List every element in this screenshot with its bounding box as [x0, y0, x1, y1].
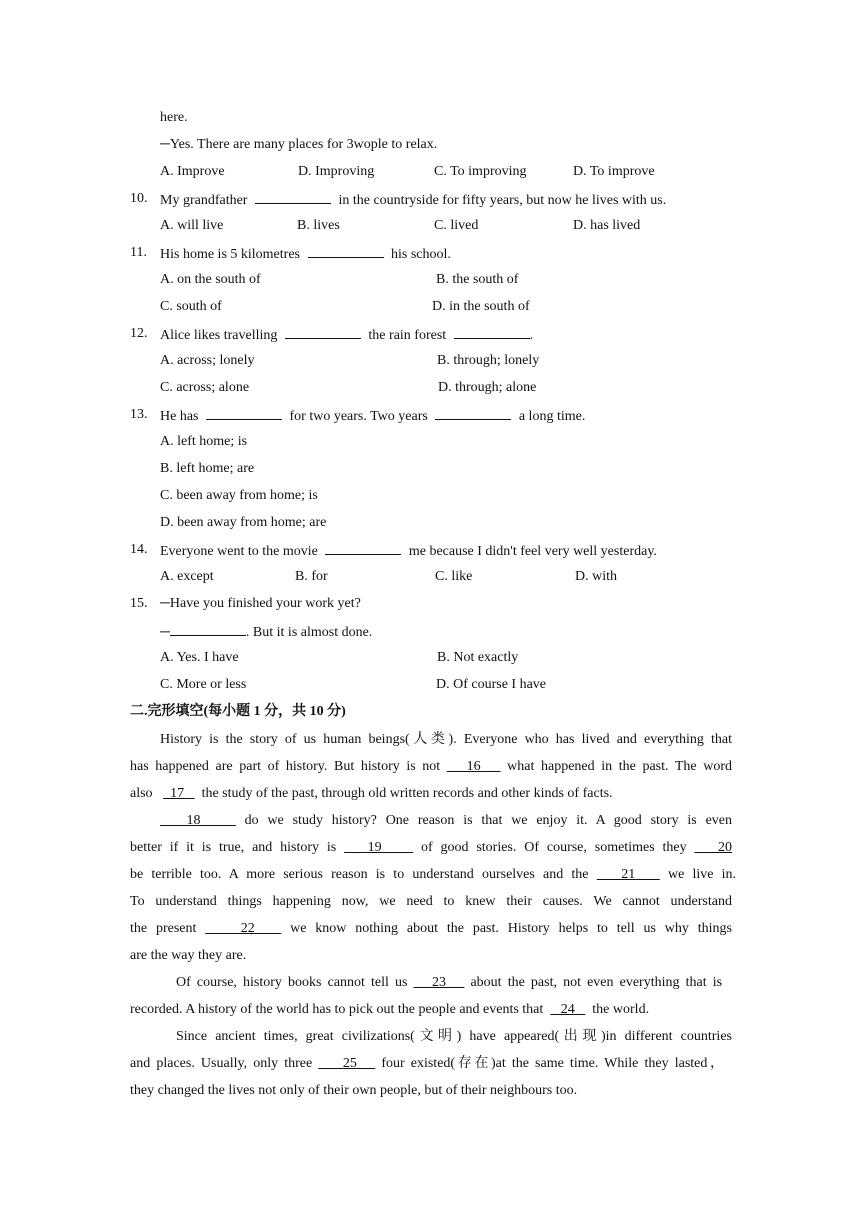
q10-stem — [160, 190, 666, 210]
q11-stem — [160, 244, 451, 264]
q15-option-a: A. Yes. I have — [160, 650, 239, 665]
passage-text: we live in. — [667, 867, 737, 882]
passage-text: the present — [130, 921, 197, 936]
q15-line1: ─Have you finished your work yet? — [160, 596, 361, 611]
q15-option-d: D. Of course I have — [436, 677, 547, 692]
passage-p1-line1: History is the story of us human beings(人类). Everyone who has lived and everything that — [160, 732, 732, 747]
cloze-blank-17 — [163, 786, 195, 801]
q14-option-c: C. like — [435, 569, 473, 584]
passage-p2-line6: are the way they are. — [130, 948, 247, 963]
passage-text: about the past, not even everything that is — [470, 975, 723, 990]
q10-stem-post: in the countryside for fifty years, but now he lives with us. — [338, 193, 667, 208]
passage-p2-line5 — [130, 920, 732, 938]
passage-p2-line4: To understand things happening now, we need to knew their causes. We cannot understand — [130, 894, 732, 909]
q15-option-c: C. More or less — [160, 677, 247, 692]
passage-text: and places. Usually, only three — [130, 1056, 313, 1071]
cloze-blank-25 — [318, 1056, 375, 1071]
q14-answer-blank — [325, 541, 401, 555]
q12-option-c: C. across; alone — [160, 380, 250, 395]
q10-option-d: D. has lived — [573, 218, 641, 233]
q14-option-d: D. with — [575, 569, 617, 584]
q15-answer-blank — [170, 622, 246, 636]
q13-answer-blank-1 — [206, 406, 282, 420]
cloze-blank-19-number: 19 — [367, 840, 382, 855]
cloze-blank-24 — [550, 1002, 585, 1017]
q12-stem — [160, 325, 533, 345]
passage-text: of good stories. Of course, sometimes they — [420, 840, 687, 855]
q11-option-d: D. in the south of — [432, 299, 530, 314]
passage-p4-line1: Since ancient times, great civilizations(文明) have appeared(出现)in different countries — [176, 1029, 732, 1044]
q15-line2-dash: ─ — [160, 625, 170, 640]
q12-number: 12. — [130, 326, 148, 341]
passage-text: Of course, history books cannot tell us — [176, 975, 408, 990]
q11-stem-pre: His home is 5 kilometres — [160, 247, 300, 262]
passage-p1-line3 — [130, 785, 613, 803]
cloze-blank-25-number: 25 — [342, 1056, 357, 1071]
q10-number: 10. — [130, 191, 148, 206]
q11-option-a: A. on the south of — [160, 272, 261, 287]
q15-line2 — [160, 622, 372, 642]
cloze-blank-23 — [414, 975, 465, 990]
q14-stem-post: me because I didn't feel very well yesterday. — [408, 544, 657, 559]
passage-text: be terrible too. A more serious reason is to understand ourselves and the — [130, 867, 589, 882]
q13-option-d: D. been away from home; are — [160, 515, 327, 530]
cloze-blank-18-number: 18 — [186, 813, 201, 828]
passage-text: the world. — [592, 1002, 650, 1017]
cloze-blank-24-number: 24 — [560, 1002, 575, 1017]
q11-number: 11. — [130, 245, 147, 260]
passage-p2-line1 — [160, 812, 732, 830]
q12-answer-blank-1 — [285, 325, 361, 339]
q9-option-d: D. To improve — [573, 164, 655, 179]
passage-p2-line2 — [130, 839, 732, 857]
q15-number: 15. — [130, 596, 148, 611]
q9-option-c: C. To improving — [434, 164, 527, 179]
passage-text: we know nothing about the past. History helps to tell us why things — [290, 921, 733, 936]
q12-answer-blank-2 — [454, 325, 530, 339]
q14-stem-pre: Everyone went to the movie — [160, 544, 318, 559]
cloze-blank-21-number: 21 — [621, 867, 636, 882]
q13-number: 13. — [130, 407, 148, 422]
passage-text: the study of the past, through old written records and other kinds of facts. — [201, 786, 613, 801]
passage-p3-line1 — [176, 974, 722, 992]
q13-answer-blank-2 — [435, 406, 511, 420]
passage-text: do we study history? One reason is that we enjoy it. A good story is even — [244, 813, 733, 828]
q11-option-b: B. the south of — [436, 272, 519, 287]
q12-stem-post: . — [529, 328, 534, 343]
q11-option-c: C. south of — [160, 299, 222, 314]
q9-text-line1: here. — [160, 110, 188, 125]
q13-stem-pre: He has — [160, 409, 199, 424]
q13-option-c: C. been away from home; is — [160, 488, 318, 503]
passage-text: better if it is true, and history is — [130, 840, 337, 855]
passage-p1-line2 — [130, 758, 732, 776]
q14-option-a: A. except — [160, 569, 214, 584]
cloze-blank-20-number: 20 — [718, 840, 733, 855]
q15-option-b: B. Not exactly — [437, 650, 519, 665]
q12-stem-pre: Alice likes travelling — [160, 328, 278, 343]
q10-option-a: A. will live — [160, 218, 224, 233]
passage-text: recorded. A history of the world has to pick out the people and events that — [130, 1002, 544, 1017]
q9-text-line2: ─Yes. There are many places for 3wople to relax. — [160, 137, 438, 152]
passage-text: has happened are part of history. But history is not — [130, 759, 441, 774]
q13-option-a: A. left home; is — [160, 434, 248, 449]
q10-answer-blank — [255, 190, 331, 204]
q14-stem — [160, 541, 657, 561]
q14-option-b: B. for — [295, 569, 328, 584]
q11-answer-blank — [308, 244, 384, 258]
q12-option-d: D. through; alone — [438, 380, 537, 395]
passage-text: four existed(存在)at the same time. While they lasted， — [381, 1056, 725, 1071]
cloze-blank-17-number: 17 — [170, 786, 185, 801]
cloze-blank-18 — [160, 813, 236, 828]
q9-option-b: D. Improving — [298, 164, 375, 179]
passage-p2-line3 — [130, 866, 736, 884]
section-heading-cloze: 二.完形填空(每小题 1 分，共 10 分) — [130, 704, 346, 719]
q13-stem-post: a long time. — [518, 409, 586, 424]
q13-option-b: B. left home; are — [160, 461, 255, 476]
passage-text: what happened in the past. The word — [507, 759, 733, 774]
q10-stem-pre: My grandfather — [160, 193, 248, 208]
q10-option-b: B. lives — [297, 218, 340, 233]
q12-option-a: A. across; lonely — [160, 353, 255, 368]
q12-stem-mid: the rain forest — [368, 328, 447, 343]
cloze-blank-16 — [447, 759, 501, 774]
passage-p4-line2 — [130, 1055, 724, 1073]
q10-option-c: C. lived — [434, 218, 479, 233]
q12-option-b: B. through; lonely — [437, 353, 540, 368]
q11-stem-post: his school. — [391, 247, 451, 262]
q13-stem-mid: for two years. Two years — [289, 409, 428, 424]
passage-text: also — [130, 786, 153, 801]
cloze-blank-22-number: 22 — [240, 921, 255, 936]
cloze-blank-19 — [344, 840, 413, 855]
cloze-blank-16-number: 16 — [466, 759, 481, 774]
cloze-blank-21 — [597, 867, 660, 882]
cloze-blank-20 — [694, 840, 732, 855]
q14-number: 14. — [130, 542, 148, 557]
passage-p4-line3: they changed the lives not only of their own people, but of their neighbours too. — [130, 1083, 578, 1098]
q13-stem — [160, 406, 585, 426]
q9-option-a: A. Improve — [160, 164, 225, 179]
cloze-blank-23-number: 23 — [431, 975, 446, 990]
q15-line2-post: . But it is almost done. — [245, 625, 373, 640]
passage-p3-line2 — [130, 1001, 649, 1019]
cloze-blank-22 — [205, 921, 281, 936]
